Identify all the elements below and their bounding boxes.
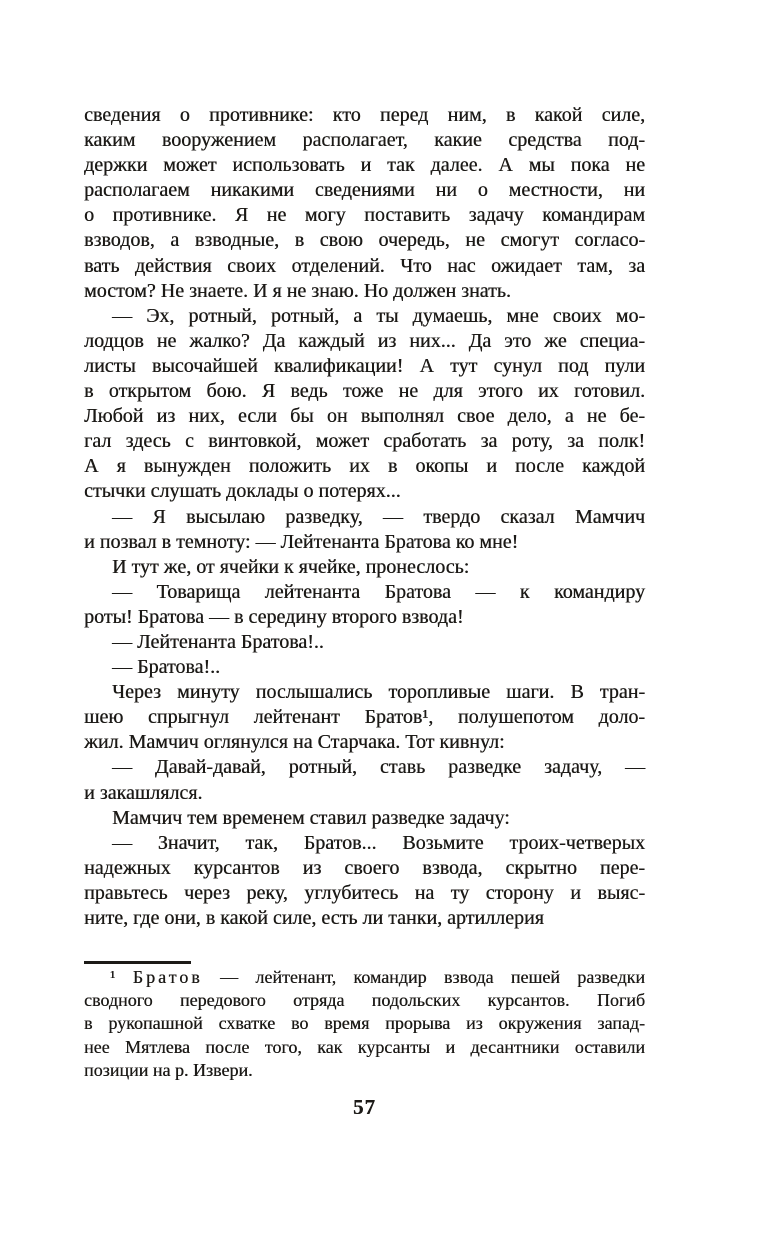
- text-line: о противнике. Я не могу поставить задачу командирам: [84, 204, 645, 227]
- footnote-marker: ¹: [110, 967, 116, 987]
- text-line: и позвал в темноту: — Лейтенанта Братова ко мне!: [84, 530, 519, 553]
- text-line: И тут же, от ячейки к ячейке, пронеслось:: [112, 555, 470, 578]
- text-line: сведения о противнике: кто перед ним, в какой силе,: [84, 104, 645, 126]
- text-line: роты! Братова — в середину второго взвода!: [84, 605, 464, 628]
- text-line: — Братова!..: [112, 656, 221, 679]
- footnote-first-line: [84, 966, 645, 989]
- text-line: правьтесь через реку, углубитесь на ту сторону и выяс-: [84, 881, 645, 904]
- text-line: шею спрыгнул лейтенант Братов¹, полушепотом доло-: [84, 706, 645, 729]
- footnote-lines: [84, 989, 645, 1082]
- text-line: — Давай-давай, ротный, ставь разведке задачу, —: [112, 756, 645, 779]
- text-line: А я вынужден положить их в окопы и после каждой: [84, 455, 645, 478]
- text-line: мостом? Не знаете. И я не знаю. Но должен знать.: [84, 279, 511, 302]
- text-line: каким вооружением располагает, какие средства под-: [84, 129, 645, 152]
- footnote-first-line-rest: — лейтенант, командир взвода пешей разведки: [220, 967, 645, 987]
- text-line: гал здесь с винтовкой, может сработать за роту, за полк!: [84, 430, 645, 453]
- text-line: стычки слушать доклады о потерях...: [84, 480, 401, 503]
- text-line: — Лейтенанта Братова!..: [112, 630, 324, 653]
- text-line: — Я высылаю разведку, — твердо сказал Мамчич: [112, 505, 645, 528]
- text-line: Любой из них, если бы он выполнял свое дело, а не бе-: [84, 405, 645, 428]
- footnote-line: в рукопашной схватке во время прорыва из окружения запад-: [84, 1013, 645, 1034]
- text-line: в открытом бою. Я ведь тоже не для этого их готовил.: [84, 380, 645, 403]
- footnote-separator: [84, 961, 191, 964]
- text-line: Через минуту послышались торопливые шаги. В тран-: [112, 681, 645, 704]
- page-number: 57: [353, 1095, 376, 1119]
- text-line: лодцов не жалко? Да каждый из них... Да это же специа-: [84, 329, 645, 352]
- text-line: ните, где они, в какой силе, есть ли танки, артиллерия: [84, 907, 544, 929]
- text-line: вать действия своих отделений. Что нас ожидает там, за: [84, 254, 645, 277]
- text-line: жил. Мамчич оглянулся на Старчака. Тот кивнул:: [84, 731, 505, 754]
- text-line: — Эх, ротный, ротный, а ты думаешь, мне своих мо-: [112, 304, 645, 327]
- text-line: надежных курсантов из своего взвода, скрытно пере-: [84, 856, 645, 879]
- footnote-line: нее Мятлева после того, как курсанты и десантники оставили: [84, 1036, 645, 1057]
- footnote-name: Братов: [132, 967, 203, 987]
- text-line: располагаем никакими сведениями ни о местности, ни: [84, 179, 645, 202]
- text-line: листы высочайшей квалификации! А тут сунул под пули: [84, 354, 645, 377]
- text-line: Мамчич тем временем ставил разведке задачу:: [112, 806, 510, 829]
- text-line: держки может использовать и так далее. А мы пока не: [84, 154, 645, 177]
- text-line: — Товарища лейтенанта Братова — к командиру: [112, 580, 645, 603]
- text-line: взводов, а взводные, в свою очередь, не смогут согласо-: [84, 229, 645, 252]
- footnote-line: сводного передового отряда подольских курсантов. Погиб: [84, 990, 645, 1011]
- main-text: [84, 103, 645, 931]
- text-line: и закашлялся.: [84, 781, 203, 804]
- footnote: [84, 966, 645, 1082]
- footnote-line: позиции на р. Извери.: [84, 1059, 253, 1080]
- text-line: — Значит, так, Братов... Возьмите троих-четверых: [112, 831, 645, 854]
